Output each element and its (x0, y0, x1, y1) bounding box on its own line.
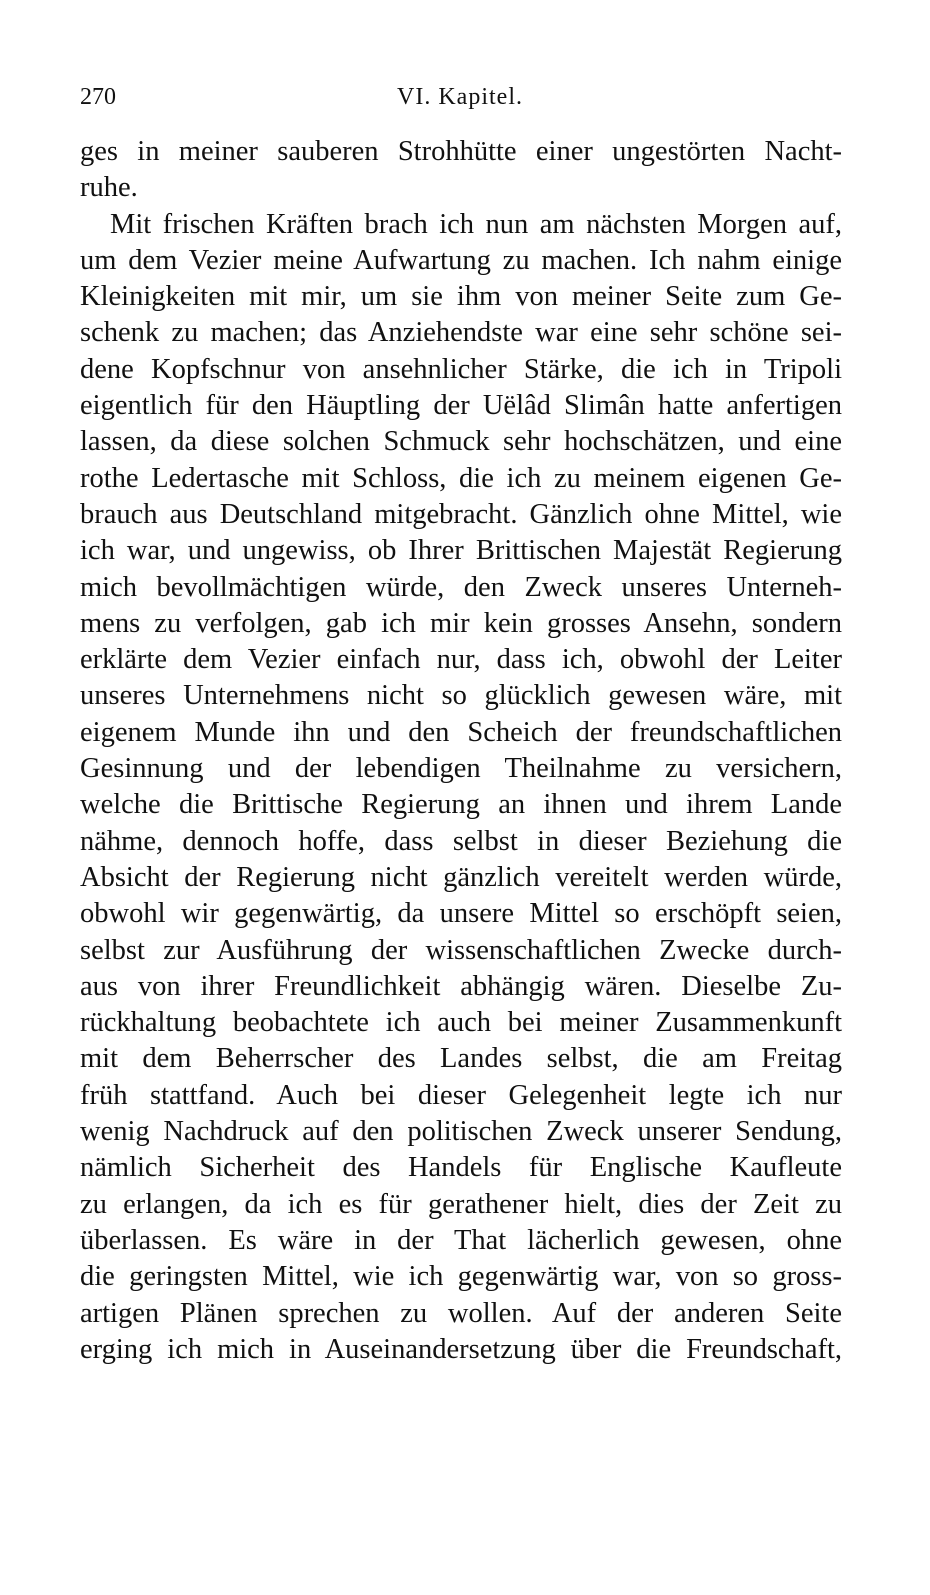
text-line: nämlich Sicherheit des Handels für Englische Kaufleute (80, 1152, 842, 1184)
text-line: erklärte dem Vezier einfach nur, dass ich, obwohl der Leiter (80, 644, 842, 676)
text-line: mit dem Beherrscher des Landes selbst, die am Freitag (80, 1043, 842, 1075)
text-line: aus von ihrer Freundlichkeit abhängig wären. Dieselbe Zu- (80, 970, 842, 1002)
running-head: VI. Kapitel. (397, 84, 523, 110)
text-line: lassen, da diese solchen Schmuck sehr hochschätzen, und eine (80, 426, 842, 458)
text-line: Gesinnung und der lebendigen Theilnahme zu versichern, (80, 753, 842, 785)
text-line: ich war, und ungewiss, ob Ihrer Brittischen Majestät Regierung (80, 535, 842, 567)
text-line: selbst zur Ausführung der wissenschaftlichen Zwecke durch- (80, 934, 842, 966)
text-line: die geringsten Mittel, wie ich gegenwärtig war, von so gross- (80, 1261, 842, 1293)
text-line: früh stattfand. Auch bei dieser Gelegenheit legte ich nur (80, 1079, 842, 1111)
text-line: Kleinigkeiten mit mir, um sie ihm von meiner Seite zum Ge- (80, 281, 842, 313)
text-line: brauch aus Deutschland mitgebracht. Gänzlich ohne Mittel, wie (80, 498, 842, 530)
text-line: rückhaltung beobachtete ich auch bei meiner Zusammenkunft (80, 1007, 842, 1039)
text-line: eigentlich für den Häuptling der Uëlâd Slimân hatte anfertigen (80, 390, 842, 422)
text-line: zu erlangen, da ich es für gerathener hielt, dies der Zeit zu (80, 1188, 842, 1220)
text-line: eigenem Munde ihn und den Scheich der freundschaftlichen (80, 716, 842, 748)
text-line: rothe Ledertasche mit Schloss, die ich zu meinem eigenen Ge- (80, 462, 842, 494)
text-line: nähme, dennoch hoffe, dass selbst in dieser Beziehung die (80, 825, 842, 857)
text-line: dene Kopfschnur von ansehnlicher Stärke, die ich in Tripoli (80, 353, 842, 385)
text-line: artigen Plänen sprechen zu wollen. Auf der anderen Seite (80, 1297, 842, 1329)
text-line: schenk zu machen; das Anziehendste war eine sehr schöne sei- (80, 317, 842, 349)
body-text (80, 134, 842, 1368)
text-line: welche die Brittische Regierung an ihnen und ihrem Lande (80, 789, 842, 821)
text-line: Mit frischen Kräften brach ich nun am nächsten Morgen auf, (110, 208, 842, 240)
text-line: wenig Nachdruck auf den politischen Zweck unserer Sendung, (80, 1116, 842, 1148)
text-line: überlassen. Es wäre in der That lächerlich gewesen, ohne (80, 1224, 842, 1256)
text-line: obwohl wir gegenwärtig, da unsere Mittel so erschöpft seien, (80, 898, 842, 930)
text-line: unseres Unternehmens nicht so glücklich gewesen wäre, mit (80, 680, 842, 712)
text-line: erging ich mich in Auseinandersetzung über die Freundschaft, (80, 1333, 842, 1365)
page-number: 270 (80, 84, 116, 110)
text-line: ruhe. (80, 172, 138, 204)
text-line: ges in meiner sauberen Strohhütte einer ungestörten Nacht- (80, 136, 842, 167)
text-line: um dem Vezier meine Aufwartung zu machen. Ich nahm einige (80, 244, 842, 276)
page-header (80, 84, 840, 118)
text-line: mens zu verfolgen, gab ich mir kein grosses Ansehn, sondern (80, 607, 842, 639)
text-line: Absicht der Regierung nicht gänzlich vereitelt werden würde, (80, 861, 842, 893)
text-line: mich bevollmächtigen würde, den Zweck unseres Unterneh- (80, 571, 842, 603)
